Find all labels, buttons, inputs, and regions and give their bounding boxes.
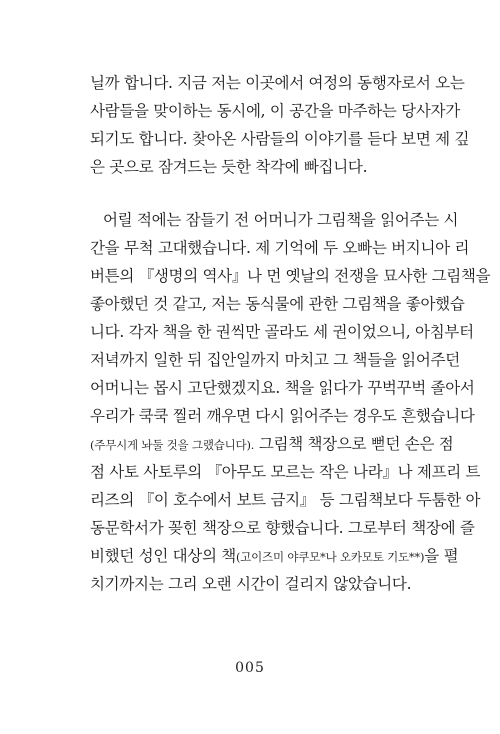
- text-line: 닐까 합니다. 지금 저는 이곳에서 여정의 동행자로서 오는: [90, 74, 465, 92]
- aside-note: (고이즈미 야쿠모*나 오카모토 기도**): [235, 550, 425, 564]
- text-line: 좋아했던 것 같고, 저는 동식물에 관한 그림책을 좋아했습: [90, 295, 465, 313]
- text-line: [90, 546, 458, 567]
- text-segment: 그림책 책장으로 뻗던 손은 점: [254, 435, 454, 453]
- text-line: 우리가 쿡쿡 찔러 깨우면 다시 읽어주는 경우도 흔했습니다: [90, 407, 475, 425]
- text-line: 저녁까지 일한 뒤 집안일까지 마치고 그 책들을 읽어주던: [90, 351, 460, 369]
- text-line: 은 곳으로 잠겨드는 듯한 착각에 빠집니다.: [90, 158, 368, 176]
- text-line: 버튼의 『생명의 역사』나 먼 옛날의 전쟁을 묘사한 그림책을: [90, 267, 491, 285]
- text-line: 리즈의 『이 호수에서 보트 금지』 등 그림책보다 두툼한 아: [90, 491, 481, 509]
- text-segment: 을 펼: [424, 547, 459, 565]
- text-line: 간을 무척 고대했습니다. 제 기억에 두 오빠는 버지니아 리: [90, 239, 470, 257]
- text-line: 점 사토 사토루의 『아무도 모르는 작은 나라』나 제프리 트: [90, 463, 481, 481]
- text-line: 사람들을 맞이하는 동시에, 이 공간을 마주하는 당사자가: [90, 102, 460, 120]
- text-line: 되기도 합니다. 찾아온 사람들의 이야기를 듣다 보면 제 깊: [90, 130, 470, 148]
- text-line: 동문학서가 꽂힌 책장으로 향했습니다. 그로부터 책장에 즐: [90, 519, 475, 537]
- text-line: 치기까지는 그리 오랜 시간이 걸리지 않았습니다.: [90, 575, 412, 593]
- text-line: 어릴 적에는 잠들기 전 어머니가 그림책을 읽어주는 시: [103, 211, 459, 229]
- text-line: 니다. 각자 책을 한 권씩만 골라도 세 권이었으니, 아침부터: [90, 323, 474, 341]
- text-segment: 비했던 성인 대상의 책: [90, 547, 236, 565]
- page-number: 005: [235, 660, 265, 676]
- text-line: [90, 434, 453, 455]
- aside-note: (주무시게 놔둘 것을 그랬습니다).: [90, 438, 255, 452]
- text-line: 어머니는 몹시 고단했겠지요. 책을 읽다가 꾸벅꾸벅 졸아서: [90, 379, 475, 397]
